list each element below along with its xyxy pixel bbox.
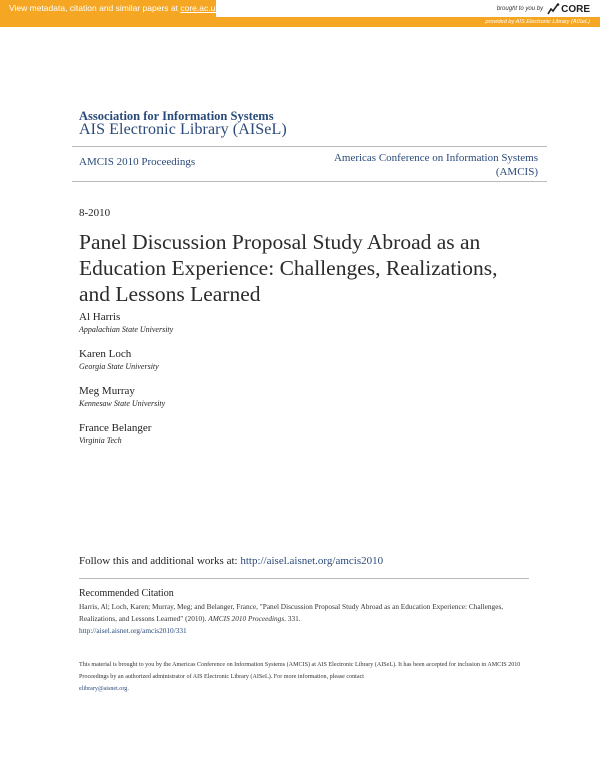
conference-link-line1: Americas Conference on Information Systems — [333, 152, 538, 164]
notice-text: This material is brought to you by the Americas Conference on Information Systems (AMCIS) at AIS Electronic Library (AISeL). It has been accepted for inclusion in AMCIS 2010 Proceedings by an authorized administrator of AIS Electronic Library (AISeL). For more information, please contact — [79, 662, 521, 680]
core-link[interactable]: core.ac.uk — [180, 3, 220, 13]
org-name[interactable]: Association for Information Systems — [79, 109, 274, 123]
notice-tail: . — [127, 686, 129, 692]
author-name: Meg Murray — [79, 385, 135, 397]
header-divider-top — [72, 146, 547, 147]
citation-divider — [79, 578, 529, 579]
author-affiliation: Virginia Tech — [79, 436, 122, 445]
core-metadata-box — [0, 0, 220, 17]
author-affiliation: Kennesaw State University — [79, 399, 166, 408]
author-entry — [79, 347, 173, 372]
citation-main: Harris, Al; Loch, Karen; Murray, Meg; and Belanger, France, "Panel Discussion Proposal Study Abroad as an Education Experience: Challenges, Realizations, and Lessons Learned" (2010). — [79, 602, 504, 623]
core-logo[interactable] — [547, 3, 590, 15]
core-brought-by — [497, 2, 590, 16]
core-logo-text: CORE — [561, 3, 590, 15]
author-name: France Belanger — [79, 422, 152, 434]
repository-notice — [79, 659, 529, 695]
author-affiliation: Georgia State University — [79, 362, 159, 371]
author-name: Karen Loch — [79, 348, 132, 360]
follow-text: Follow this and additional works at: — [79, 555, 238, 567]
author-entry — [79, 310, 173, 335]
core-banner — [0, 0, 600, 28]
conference-link[interactable] — [308, 151, 538, 179]
recommended-citation-heading: Recommended Citation — [79, 588, 174, 599]
contact-email-link[interactable]: elibrary@aisnet.org — [79, 686, 128, 692]
citation-tail: . 331. — [284, 614, 301, 623]
follow-url-link[interactable]: http://aisel.aisnet.org/amcis2010 — [240, 555, 384, 567]
author-affiliation: Appalachian State University — [79, 325, 174, 334]
publication-date: 8-2010 — [79, 207, 111, 219]
author-list — [79, 310, 173, 458]
author-entry — [79, 384, 173, 409]
citation-url-link[interactable]: http://aisel.aisnet.org/amcis2010/331 — [79, 626, 187, 635]
core-provided-strip — [0, 17, 600, 27]
core-logo-icon — [547, 3, 560, 15]
author-name: Al Harris — [79, 311, 121, 323]
paper-title: Panel Discussion Proposal Study Abroad as an Education Experience: Challenges, Realizations, and Lessons Learned — [79, 230, 498, 306]
proceedings-link[interactable]: AMCIS 2010 Proceedings — [79, 156, 196, 168]
provided-text: provided by AIS Electronic Library (AISeL) — [485, 19, 590, 25]
brought-text: brought to you by — [496, 6, 544, 12]
citation-text — [79, 601, 529, 637]
header-divider-bottom — [72, 181, 547, 182]
core-view-text: View metadata, citation and similar papers at — [9, 3, 178, 13]
library-name[interactable]: AIS Electronic Library (AISeL) — [79, 121, 287, 138]
follow-line — [79, 555, 383, 567]
conference-link-line2: (AMCIS) — [495, 166, 538, 178]
citation-proceedings: AMCIS 2010 Proceedings — [208, 614, 285, 623]
author-entry — [79, 421, 173, 446]
